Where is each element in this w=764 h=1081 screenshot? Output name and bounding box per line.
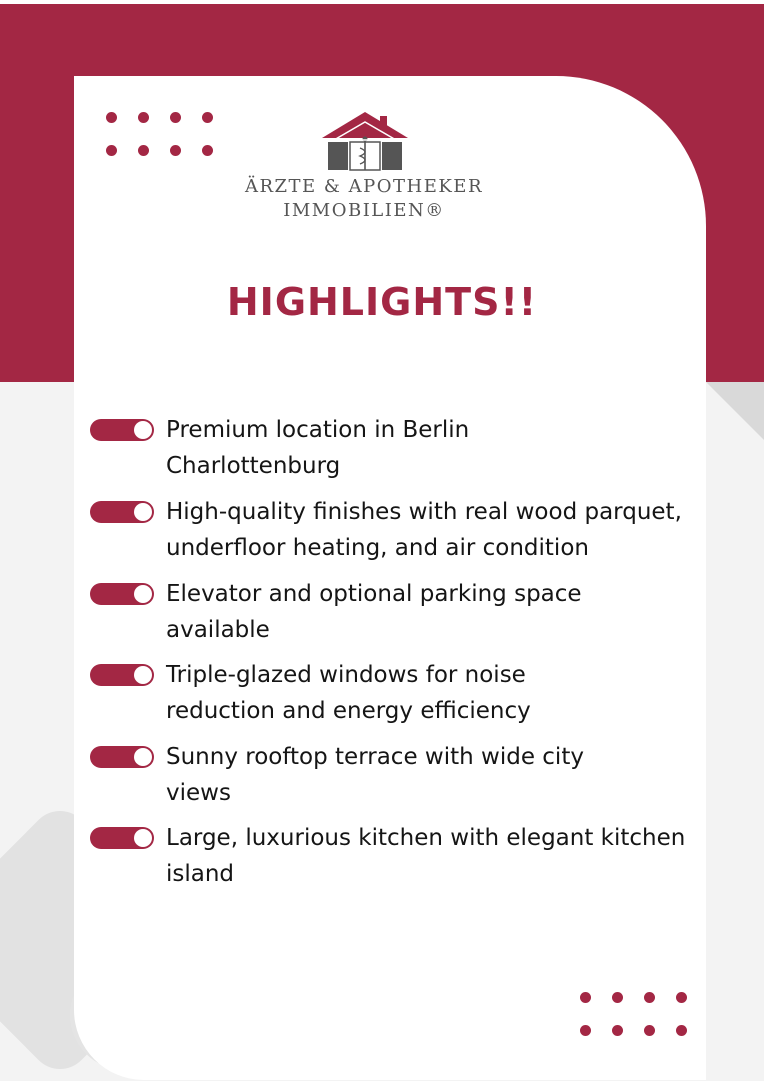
- highlight-line: High-quality finishes with real wood parquet,: [166, 499, 682, 525]
- dot: [138, 145, 149, 156]
- toggle-knob: [134, 503, 152, 521]
- highlight-line: underfloor heating, and air condition: [166, 535, 589, 561]
- toggle-knob: [134, 666, 152, 684]
- dot: [170, 112, 181, 123]
- dot: [580, 992, 591, 1003]
- toggle-icon: [90, 419, 154, 441]
- highlight-line: Sunny rooftop terrace with wide city: [166, 744, 584, 770]
- toggle-knob: [134, 829, 152, 847]
- toggle-icon: [90, 501, 154, 523]
- highlight-text: [166, 739, 764, 811]
- toggle-icon: [90, 827, 154, 849]
- highlight-line: Charlottenburg: [166, 453, 341, 479]
- highlight-text: [166, 820, 764, 892]
- top-strip: [0, 0, 764, 4]
- toggle-knob: [134, 585, 152, 603]
- dot: [580, 1025, 591, 1036]
- dot: [106, 112, 117, 123]
- dot: [106, 145, 117, 156]
- dot: [202, 145, 213, 156]
- highlight-line: island: [166, 861, 235, 887]
- highlight-line: Elevator and optional parking space: [166, 581, 582, 607]
- highlight-text: [166, 576, 764, 648]
- highlight-line: Large, luxurious kitchen with elegant kitchen: [166, 825, 686, 851]
- brand-logo: [242, 110, 486, 230]
- highlight-line: Triple-glazed windows for noise: [166, 662, 526, 688]
- dot: [612, 992, 623, 1003]
- brand-name-line1: ÄRZTE & APOTHEKER: [244, 176, 484, 197]
- dot-pattern-top: [106, 112, 213, 156]
- highlight-line: reduction and energy efficiency: [166, 698, 531, 724]
- toggle-icon: [90, 746, 154, 768]
- highlight-text: [166, 412, 764, 484]
- dot-pattern-bottom: [580, 992, 687, 1036]
- dot: [138, 112, 149, 123]
- toggle-knob: [134, 748, 152, 766]
- toggle-icon: [90, 583, 154, 605]
- page-title: HIGHLIGHTS!!: [226, 280, 538, 324]
- toggle-knob: [134, 421, 152, 439]
- dot: [676, 992, 687, 1003]
- highlight-text: [166, 657, 764, 729]
- house-caduceus-icon: [320, 110, 410, 172]
- toggle-icon: [90, 664, 154, 686]
- brand-name-line2: IMMOBILIEN®: [283, 200, 445, 221]
- highlight-text: [166, 494, 764, 566]
- dot: [644, 992, 655, 1003]
- dot: [170, 145, 181, 156]
- dot: [676, 1025, 687, 1036]
- dot: [202, 112, 213, 123]
- dot: [612, 1025, 623, 1036]
- highlight-line: views: [166, 780, 231, 806]
- dot: [644, 1025, 655, 1036]
- highlight-line: available: [166, 617, 270, 643]
- highlight-line: Premium location in Berlin: [166, 417, 470, 443]
